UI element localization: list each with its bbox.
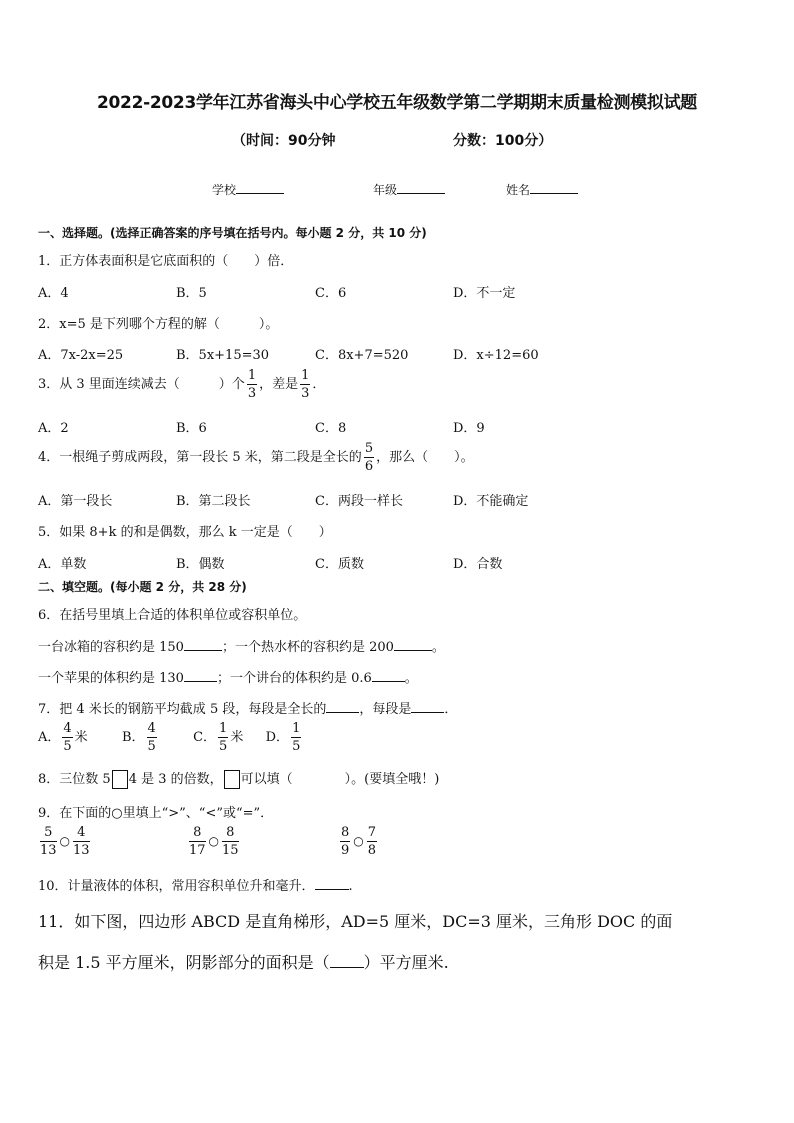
q9-p2-left-den: 17 — [189, 843, 206, 858]
question-3 — [38, 369, 325, 400]
grade-field — [373, 181, 445, 198]
q6-blank-2[interactable] — [394, 638, 432, 651]
grade-label: 年级 — [373, 183, 398, 197]
q7-a-unit: 米 — [74, 730, 88, 745]
q9-p1-left-den: 13 — [40, 843, 57, 858]
q5-option-d[interactable]: D．合数 — [453, 557, 503, 572]
q4-text-pre: 4．一根绳子剪成两段，第一段长 5 米，第二段是全长的 — [38, 450, 362, 465]
q4-f-num: 5 — [364, 441, 374, 456]
q6-line2-part-c: 。 — [404, 671, 418, 686]
q9-p1-right — [73, 826, 90, 857]
q9-p1-left-num: 5 — [40, 826, 57, 842]
q7-a-label: A． — [38, 730, 61, 745]
q3-text-pre: 3．从 3 里面连续减去（ ）个 — [38, 377, 245, 392]
q9-p1-right-den: 13 — [73, 843, 90, 858]
q2-option-d[interactable]: D．x÷12=60 — [453, 348, 539, 363]
q9-p1-circle[interactable]: ○ — [59, 834, 71, 848]
q9-p1-right-num: 4 — [73, 826, 90, 842]
q4-option-c[interactable]: C．两段一样长 — [315, 494, 403, 509]
q6-line1-part-a: 一台冰箱的容积约是 150 — [38, 640, 184, 655]
q5-option-a[interactable]: A．单数 — [38, 557, 87, 572]
q7-c-unit: 米 — [230, 730, 244, 745]
question-10 — [38, 875, 353, 894]
q7-c-den: 5 — [219, 739, 228, 754]
q3-text-mid: ，差是 — [259, 377, 299, 392]
question-7 — [38, 698, 457, 717]
q9-p3-left-num: 8 — [341, 825, 350, 840]
q6-line1-part-c: 。 — [431, 640, 445, 655]
q11-text-b: ）平方厘米. — [363, 953, 449, 972]
school-blank[interactable] — [236, 182, 284, 194]
q9-p2-right-den: 15 — [222, 843, 239, 858]
q6-blank-3[interactable] — [184, 669, 217, 682]
q7-option-a[interactable] — [38, 721, 88, 754]
q5-option-b[interactable]: B．偶数 — [176, 557, 225, 572]
q7-option-b[interactable] — [121, 721, 159, 754]
q9-p2-left — [189, 826, 206, 857]
q9-pair-1 — [38, 826, 92, 857]
q6-line1-part-b: ；一个热水杯的容积约是 200 — [221, 640, 394, 655]
q8-text-mid: 4 是 3 的倍数， — [128, 772, 223, 787]
q1-option-a[interactable]: A．4 — [38, 286, 69, 301]
q10-text-post: . — [348, 879, 353, 894]
question-11-line-2 — [38, 950, 449, 973]
school-field — [212, 181, 284, 198]
question-5: 5．如果 8+k 的和是偶数，那么 k 一定是（ ） — [38, 525, 332, 540]
q6-blank-1[interactable] — [184, 638, 222, 651]
q3-f1-den: 3 — [247, 386, 257, 401]
time-label: （时间：90分钟 — [232, 133, 336, 149]
q9-pair-2 — [187, 826, 241, 857]
q1-option-b[interactable]: B．5 — [176, 286, 207, 301]
name-label: 姓名 — [506, 183, 531, 197]
q9-p3-right — [367, 826, 377, 857]
name-field — [506, 181, 578, 198]
q8-box-2[interactable] — [224, 770, 240, 789]
q3-option-b[interactable]: B．6 — [176, 421, 207, 436]
q7-c-num: 1 — [219, 721, 228, 736]
q4-fraction — [364, 442, 374, 473]
section-2-heading: 二、填空题。(每小题 2 分，共 28 分) — [38, 580, 247, 594]
q7-c-label: C． — [193, 730, 217, 745]
score-label: 分数：100分） — [453, 133, 553, 149]
question-4 — [38, 442, 474, 473]
q10-blank[interactable] — [315, 877, 349, 890]
q2-option-a[interactable]: A．7x-2x=25 — [38, 348, 124, 363]
q7-b-num: 4 — [147, 721, 156, 736]
q6-line-2 — [38, 667, 418, 686]
q8-text-pre: 8．三位数 5 — [38, 772, 111, 787]
q9-p2-right — [222, 826, 239, 857]
q7-d-num: 1 — [292, 721, 301, 736]
q3-fraction-2 — [300, 369, 310, 400]
q7-blank-2[interactable] — [411, 700, 444, 713]
q3-text-post: ． — [312, 377, 326, 392]
q6-line-1 — [38, 636, 445, 655]
q7-c-fraction — [218, 722, 228, 753]
q7-b-label: B． — [121, 730, 145, 745]
q6-blank-4[interactable] — [372, 669, 405, 682]
q1-option-d[interactable]: D．不一定 — [453, 286, 516, 301]
name-blank[interactable] — [530, 182, 578, 194]
q7-d-den: 5 — [292, 739, 301, 754]
q9-p3-right-den: 8 — [367, 843, 377, 858]
section-1-heading: 一、选择题。(选择正确答案的序号填在括号内。每小题 2 分，共 10 分) — [38, 226, 427, 240]
q3-f2-num: 1 — [301, 368, 310, 383]
q3-fraction-1 — [247, 369, 257, 400]
q4-option-d[interactable]: D．不能确定 — [453, 494, 529, 509]
q3-option-a[interactable]: A．2 — [38, 421, 69, 436]
q7-options — [38, 722, 303, 753]
q9-p3-left-den: 9 — [341, 843, 350, 858]
q9-p3-right-num: 7 — [367, 825, 377, 840]
q8-box-1[interactable] — [112, 770, 128, 789]
q10-text: 10．计量液体的体积，常用容积单位升和毫升． — [38, 879, 315, 894]
question-8 — [38, 768, 439, 789]
q9-p2-left-num: 8 — [189, 826, 206, 842]
page-title: 2022-2023学年江苏省海头中心学校五年级数学第二学期期末质量检测模拟试题 — [97, 93, 697, 113]
q9-p3-left — [340, 826, 350, 857]
q5-option-c[interactable]: C．质数 — [315, 557, 364, 572]
q7-b-den: 5 — [147, 739, 156, 754]
q7-d-fraction — [291, 722, 301, 753]
question-11-line-1: 11．如下图，四边形 ABCD 是直角梯形，AD=5 厘米，DC=3 厘米，三角形 DOC 的面 — [38, 912, 673, 931]
q4-f-den: 6 — [364, 459, 374, 474]
q7-d-label: D． — [265, 730, 290, 745]
q7-option-d[interactable] — [265, 721, 304, 754]
q11-blank[interactable] — [330, 953, 364, 968]
q6-line2-part-a: 一个苹果的体积约是 130 — [38, 671, 184, 686]
school-label: 学校 — [212, 183, 237, 197]
q7-a-fraction — [62, 722, 72, 753]
q6-line2-part-b: ；一个讲台的体积约是 0.6 — [216, 671, 372, 686]
q9-p3-circle[interactable]: ○ — [353, 834, 364, 848]
q1-option-c[interactable]: C．6 — [315, 286, 347, 301]
q9-p2-circle[interactable]: ○ — [208, 834, 220, 848]
q4-text-post: ，那么（ ）。 — [376, 450, 474, 465]
question-2: 2．x=5 是下列哪个方程的解（ ）。 — [38, 317, 279, 332]
q7-text-post: ． — [444, 702, 458, 717]
q9-p2-right-num: 8 — [222, 826, 239, 842]
q9-p1-left — [40, 826, 57, 857]
q7-text-mid: ，每段是 — [359, 702, 412, 717]
q2-option-b[interactable]: B．5x+15=30 — [176, 348, 270, 363]
question-9: 9．在下面的○里填上“>”、“<”或“=”． — [38, 806, 274, 821]
q7-text-pre: 7．把 4 米长的钢筋平均截成 5 段，每段是全长的 — [38, 702, 327, 717]
grade-blank[interactable] — [397, 182, 445, 194]
q4-option-b[interactable]: B．第二段长 — [176, 494, 251, 509]
q9-pair-3 — [338, 826, 379, 857]
q8-text-post: 可以填（ ）。(要填全哦！) — [240, 772, 440, 787]
q7-b-fraction — [147, 722, 157, 753]
q7-a-den: 5 — [63, 739, 72, 754]
q7-option-c[interactable] — [193, 721, 244, 754]
question-1: 1．正方体表面积是它底面积的（ ）倍． — [38, 254, 294, 269]
q4-option-a[interactable]: A．第一段长 — [38, 494, 113, 509]
q2-option-c[interactable]: C．8x+7=520 — [315, 348, 409, 363]
q3-f2-den: 3 — [301, 386, 310, 401]
q7-a-num: 4 — [63, 721, 72, 736]
question-6: 6．在括号里填上合适的体积单位或容积单位。 — [38, 608, 307, 623]
q7-blank-1[interactable] — [326, 700, 359, 713]
q3-option-c[interactable]: C．8 — [315, 421, 347, 436]
q3-option-d[interactable]: D．9 — [453, 421, 485, 436]
q11-text-a: 积是 1.5 平方厘米，阴影部分的面积是（ — [38, 953, 330, 972]
q3-f1-num: 1 — [247, 368, 257, 383]
